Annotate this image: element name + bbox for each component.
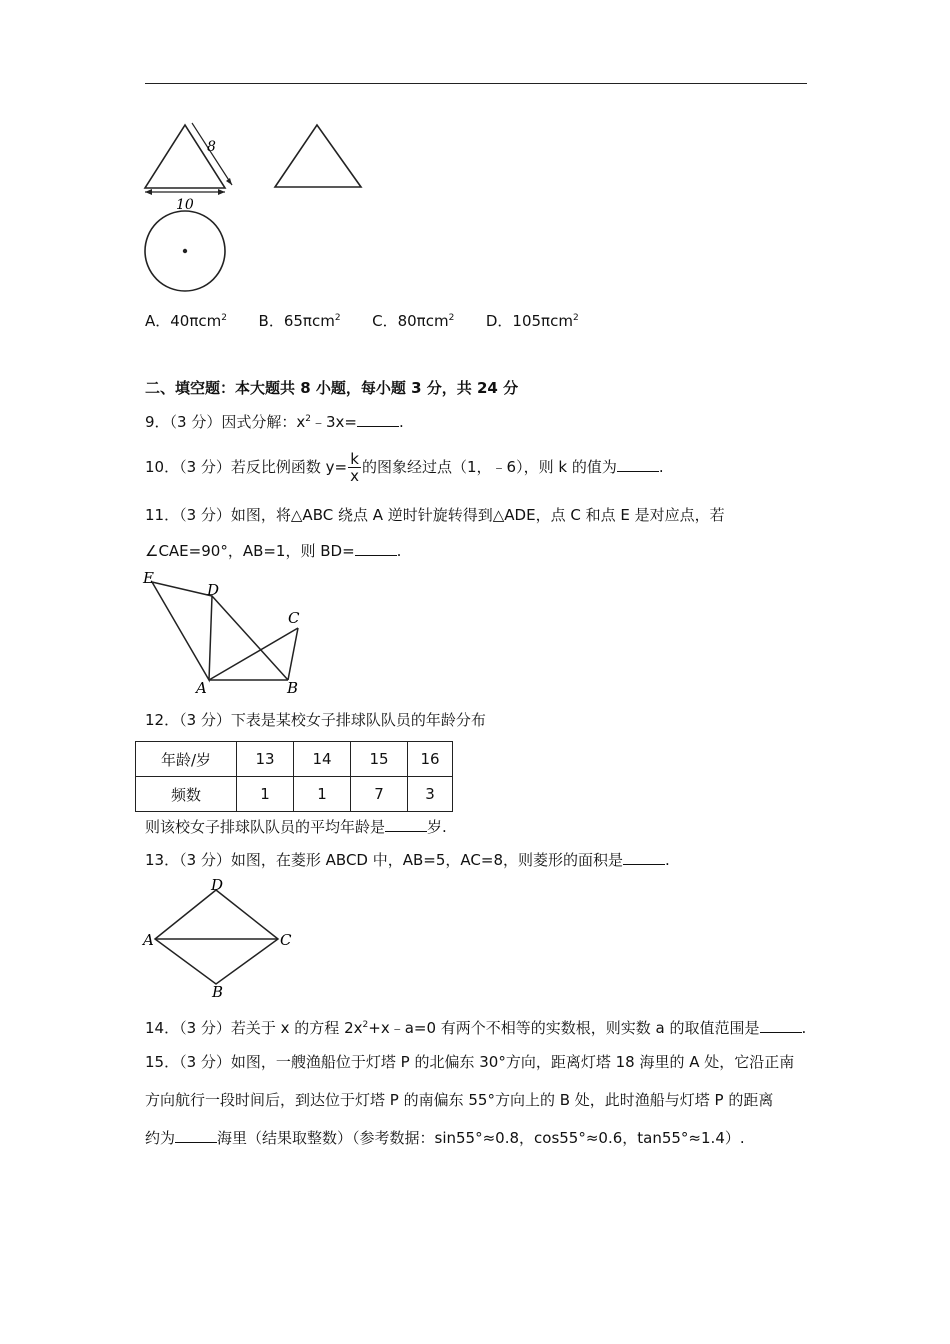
circle-center-dot bbox=[183, 249, 187, 253]
cone-three-views-figure bbox=[135, 115, 375, 295]
question-15-line1: 15．（3 分）如图，一艘渔船位于灯塔 P 的北偏东 30°方向，距离灯塔 18 海里的 A 处，它沿正南 bbox=[145, 1053, 795, 1071]
answer-blank bbox=[355, 541, 397, 556]
section-2-title: 二、填空题：本大题共 8 小题，每小题 3 分，共 24 分 bbox=[145, 379, 519, 397]
question-11-line2: ∠CAE=90°，AB=1，则 BD= . bbox=[145, 542, 402, 560]
label-b: B bbox=[212, 983, 224, 1000]
header-rule bbox=[145, 83, 807, 84]
option-d: D．105πcm$^2$ bbox=[485, 312, 579, 330]
option-c: C．80πcm$^2$ bbox=[372, 312, 455, 330]
answer-blank bbox=[357, 412, 399, 427]
table-cell: 3 bbox=[408, 777, 453, 812]
label-a: A bbox=[143, 931, 154, 949]
rotation-figure bbox=[138, 568, 318, 700]
table-cell: 14 bbox=[294, 742, 351, 777]
table-row bbox=[136, 777, 453, 812]
table-cell: 1 bbox=[294, 777, 351, 812]
option-b: B．65πcm$^2$ bbox=[258, 312, 341, 330]
label-b: B bbox=[287, 679, 299, 697]
option-a: A．40πcm$^2$ bbox=[145, 312, 227, 330]
table-cell: 频数 bbox=[136, 777, 237, 812]
answer-blank bbox=[617, 457, 659, 472]
question-15-line3: 约为 海里（结果取整数）（参考数据：sin55°≈0.8，cos55°≈0.6，tan55°≈1.4）. bbox=[145, 1129, 745, 1147]
question-12-answer-line: 则该校女子排球队队员的平均年龄是 岁. bbox=[145, 818, 447, 836]
question-14: 14．（3 分）若关于 x 的方程 $2x^2+x﹣a=0$ 有两个不相等的实数根，则实数 a 的取值范围是 . bbox=[145, 1019, 807, 1037]
label-d: D bbox=[211, 876, 224, 894]
answer-blank bbox=[175, 1128, 217, 1143]
answer-blank bbox=[760, 1018, 802, 1033]
base-label: 10 bbox=[176, 197, 194, 213]
question-12-stem: 12．（3 分）下表是某校女子排球队队员的年龄分布 bbox=[145, 711, 486, 729]
fraction-k-over-x: $\frac{k}{x}$ bbox=[350, 450, 360, 485]
label-d: D bbox=[207, 581, 220, 599]
table-cell: 7 bbox=[351, 777, 408, 812]
question-10: 10．（3 分）若反比例函数 y= $\frac{k}{x}$ 的图象经过点（1，﹣6），则 k 的值为 . bbox=[145, 450, 664, 485]
table-cell: 13 bbox=[237, 742, 294, 777]
question-11-line1: 11．（3 分）如图，将△ABC 绕点 A 逆时针旋转得到△ADE，点 C 和点 E 是对应点，若 bbox=[145, 506, 725, 524]
age-distribution-table bbox=[135, 741, 453, 812]
answer-blank bbox=[623, 850, 665, 865]
rhombus-figure bbox=[138, 876, 298, 1000]
label-e: E bbox=[143, 569, 154, 587]
table-cell: 15 bbox=[351, 742, 408, 777]
label-c: C bbox=[288, 609, 300, 627]
answer-blank bbox=[385, 817, 427, 832]
question-15-line2: 方向航行一段时间后，到达位于灯塔 P 的南偏东 55°方向上的 B 处，此时渔船与灯塔 P 的距离 bbox=[145, 1091, 774, 1109]
table-row bbox=[136, 742, 453, 777]
label-a: A bbox=[196, 679, 207, 697]
front-view-triangle bbox=[145, 123, 232, 195]
side-view-triangle bbox=[275, 125, 361, 187]
table-cell: 年龄/岁 bbox=[136, 742, 237, 777]
question-9: 9．（3 分）因式分解：$x^2﹣3x=$ . bbox=[145, 413, 404, 431]
q8-options bbox=[145, 311, 579, 331]
label-c: C bbox=[280, 931, 292, 949]
slant-label: 8 bbox=[207, 139, 216, 155]
question-13: 13．（3 分）如图，在菱形 ABCD 中，AB=5，AC=8，则菱形的面积是 . bbox=[145, 851, 670, 869]
table-cell: 1 bbox=[237, 777, 294, 812]
table-cell: 16 bbox=[408, 742, 453, 777]
